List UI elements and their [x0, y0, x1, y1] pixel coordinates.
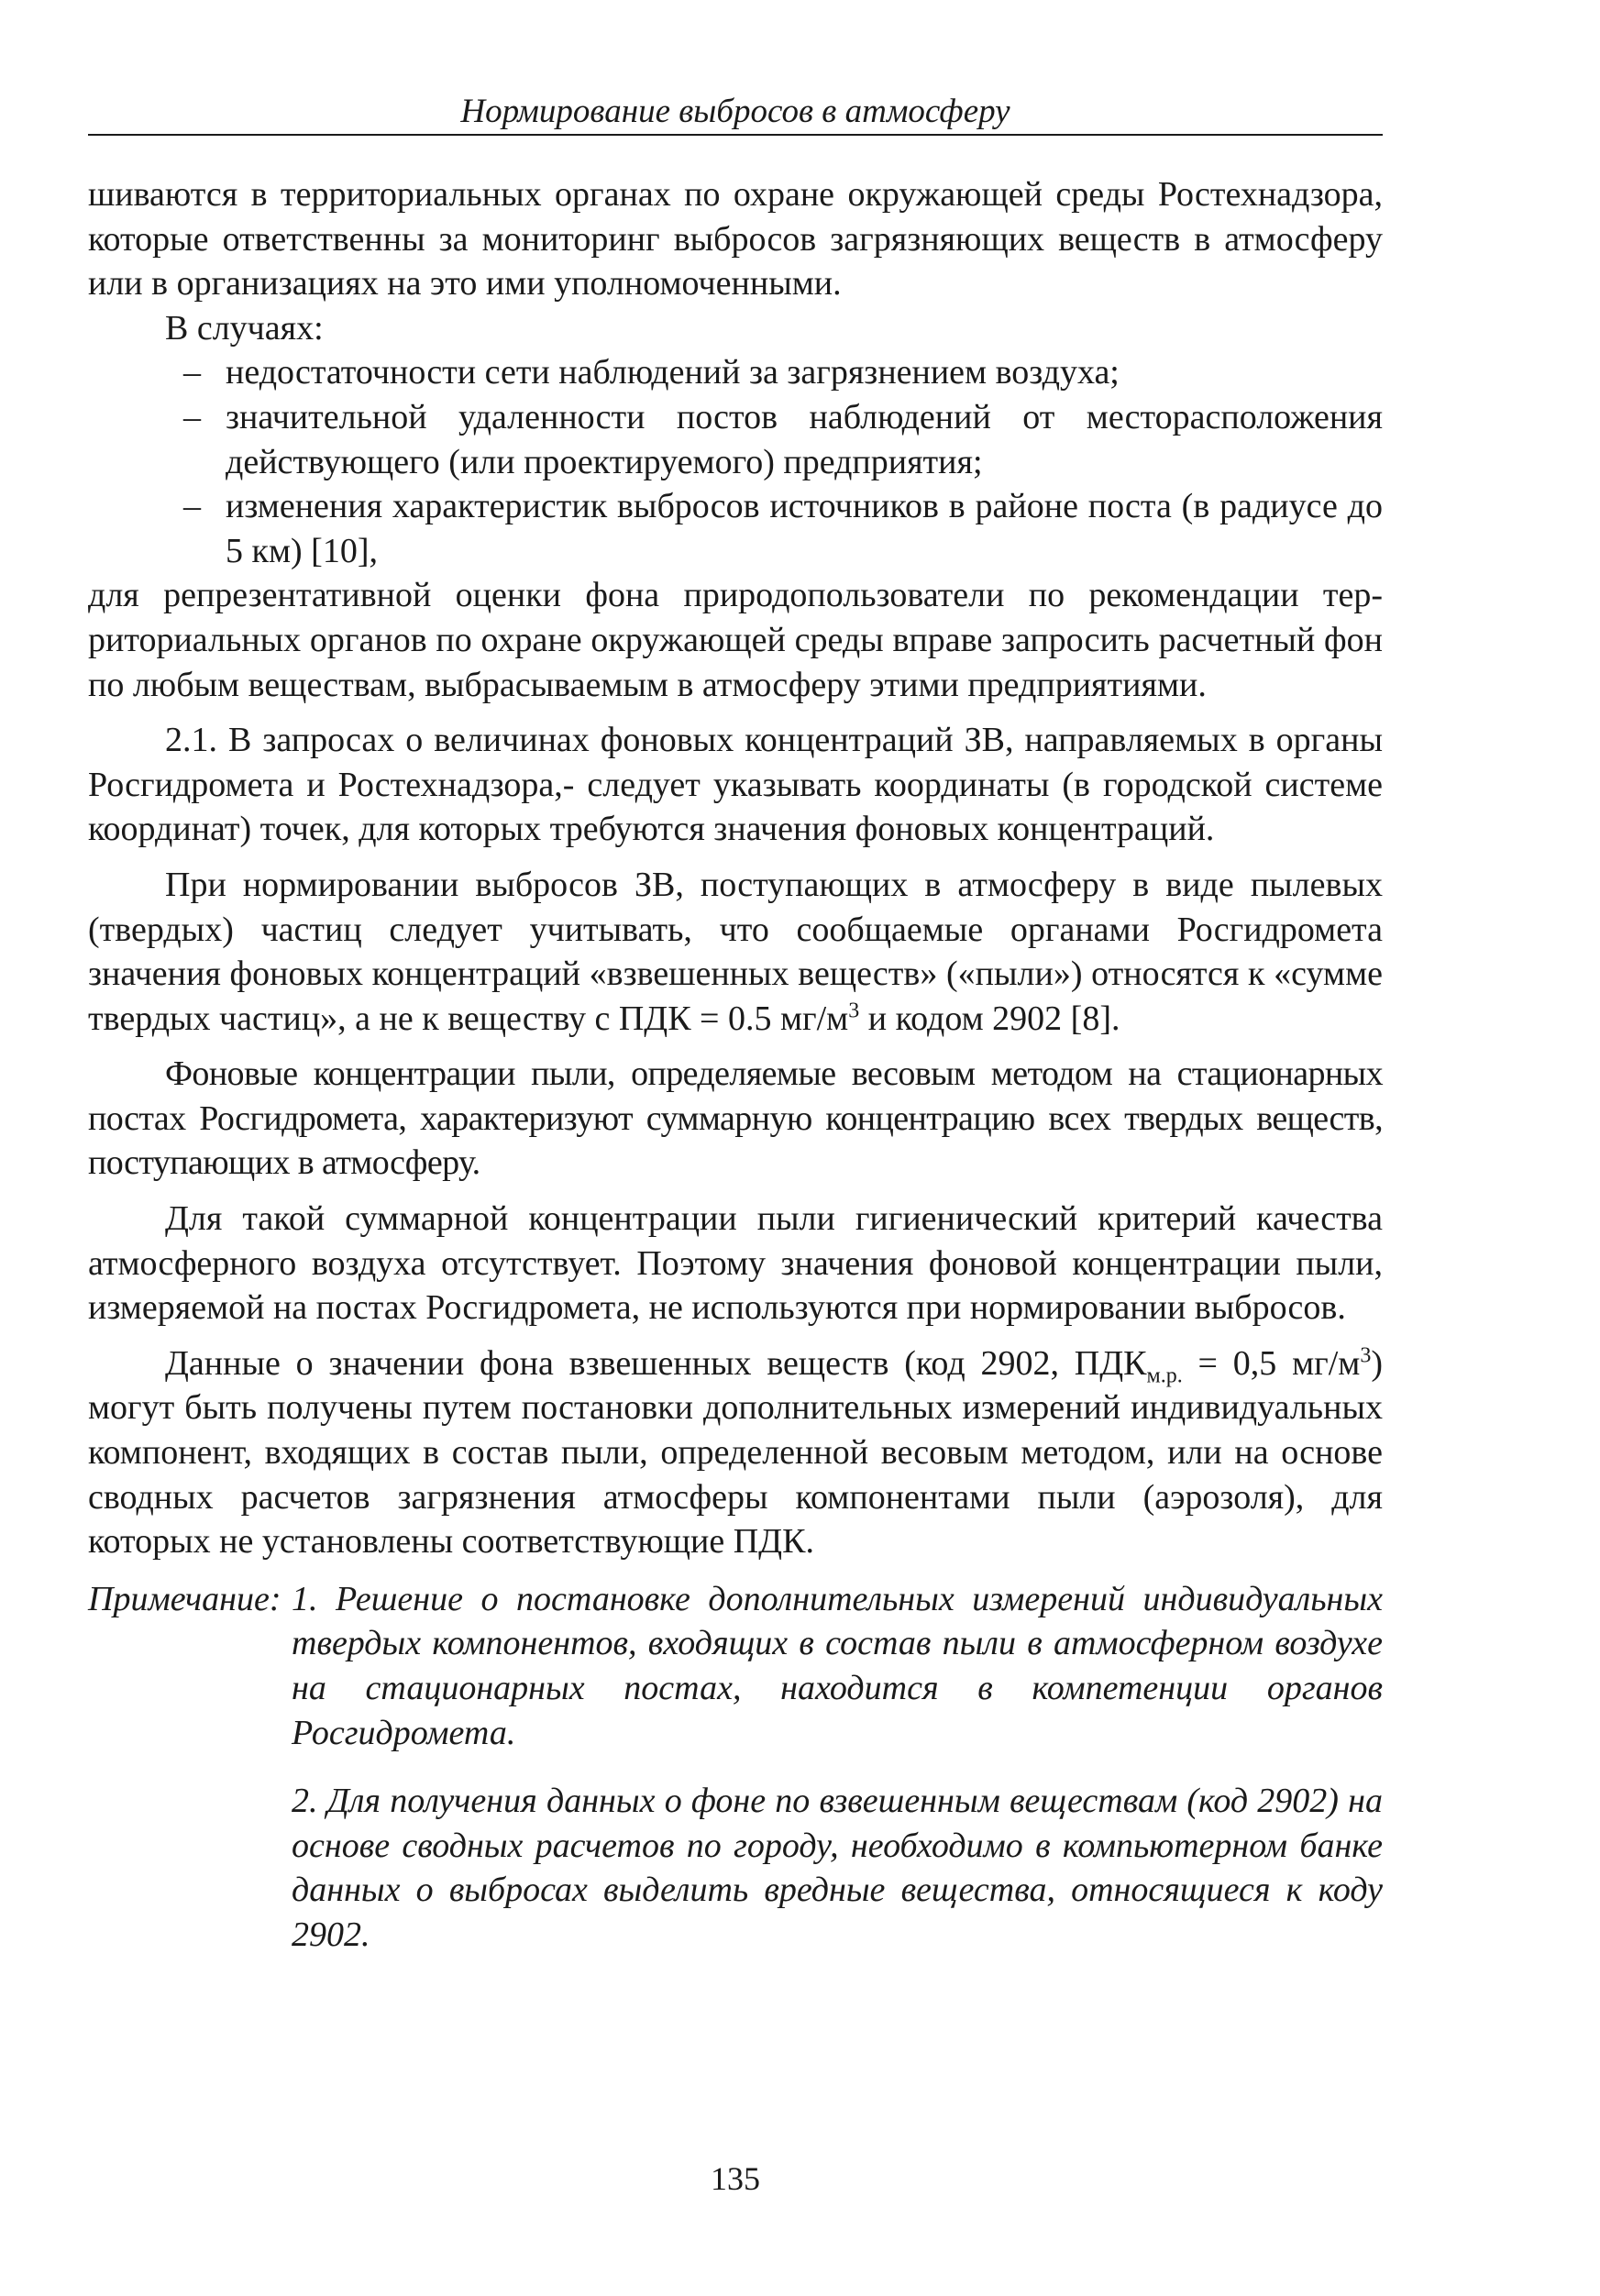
list-item-text: изменения характеристик выбросов источников в районе поста (в радиусе до 5 км) [10],: [226, 487, 1383, 570]
list-item: [88, 395, 1383, 484]
paragraph-cases-conclusion: для репрезентативной оценки фона природопользователи по рекомендации территориальных органов по охране окружающей среды вправе запросить расчетный фон по любым веществам, выбрасываемым в атмосферу этими предприятиями.: [88, 576, 1383, 704]
subscript-mr: м.р.: [1146, 1363, 1183, 1388]
paragraph-dust-particles: [88, 863, 1383, 1041]
cases-list: [88, 350, 1383, 573]
paragraph-cases-intro: В случаях:: [165, 308, 324, 348]
list-item: [88, 484, 1383, 573]
dash-marker: –: [183, 397, 201, 436]
paragraph-weight-method: Фоновые концентрации пыли, определяемые весовым методом на стационарных постах Росгидромета, характеризуют суммарную концентрацию всех твердых веществ, поступающих в атмосферу.: [88, 1054, 1383, 1183]
paragraph-2-1: 2.1. В запросах о величинах фоновых концентраций ЗВ, направляемых в органы Росгидромета и Ростехнадзора,- следует указывать координаты (в городской системе координат) точек, для которых требуются значения фоновых концентраций.: [88, 721, 1383, 849]
superscript-cubic: 3: [848, 999, 860, 1023]
dash-marker: –: [183, 487, 201, 526]
note-row: [88, 1577, 1383, 1958]
body-text: [88, 172, 1383, 1564]
list-item-text: значительной удаленности постов наблюдений от месторасположения действующего (или проектируемого) предприятия;: [226, 397, 1383, 481]
note-items: [292, 1577, 1383, 1958]
superscript-cubic: 3: [1360, 1343, 1372, 1368]
paragraph-dust-text: При нормировании выбросов ЗВ, поступающих в атмосферу в виде пылевых (твердых) частиц следует учитывать, что сообщаемые органами Росгидромета значения фоновых концентраций «взвешенных веществ» («пыли») относятся к «сумме твердых частиц», а не к веществу с ПДК = 0.5 мг/м: [88, 865, 1383, 1038]
paragraph-no-criterion: Для такой суммарной концентрации пыли гигиенический критерий качества атмосферного воздуха отсутствует. Поэтому значения фоновой концентрации пыли, измеряемой на постах Росгидромета, не используются при нормировании выбросов.: [88, 1199, 1383, 1328]
page-number: 135: [711, 2160, 760, 2197]
note-block: [88, 1577, 1383, 1958]
list-item: [88, 350, 1383, 395]
dash-marker: –: [183, 353, 201, 392]
paragraph-data-text: Данные о значении фона взвешенных веществ (код 2902, ПДК: [165, 1343, 1147, 1383]
document-page: [88, 92, 1383, 2274]
paragraph-data-text-end: ) могут быть получены путем постановки дополнительных измерений индивидуальных компонент, входящих в состав пыли, определенной весовым методом, или на основе сводных расчетов загрязнения атмосферы компонентами пыли (аэрозоля), для которых не установлены соответствующие ПДК.: [88, 1343, 1383, 1562]
note-item: 1. Решение о постановке дополнительных измерений индивидуальных твердых компонентов, входящих в состав пыли в атмосферном воздухе на стационарных постах, находится в компетенции органов Росгидромета.: [292, 1579, 1383, 1752]
paragraph-continuation: шиваются в территориальных органах по охране окружающей среды Ростехнадзора, которые ответственны за мониторинг выбросов загрязняющих веществ в атмосферу или в организациях на это ими уполномоченными.: [88, 175, 1383, 304]
paragraph-dust-text-end: и кодом 2902 [8].: [859, 999, 1120, 1038]
running-header: Нормирование выбросов в атмосферу: [88, 92, 1383, 136]
note-item: 2. Для получения данных о фоне по взвешенным веществам (код 2902) на основе сводных расчетов по городу, необходимо в компьютерном банке данных о выбросах выделить вредные вещества, относящиеся к коду 2902.: [292, 1782, 1383, 1954]
list-item-text: недостаточности сети наблюдений за загрязнением воздуха;: [226, 353, 1120, 392]
paragraph-background-data: [88, 1341, 1383, 1564]
note-label: Примечание:: [88, 1579, 281, 1618]
paragraph-data-text-mid: = 0,5 мг/м: [1182, 1343, 1361, 1383]
